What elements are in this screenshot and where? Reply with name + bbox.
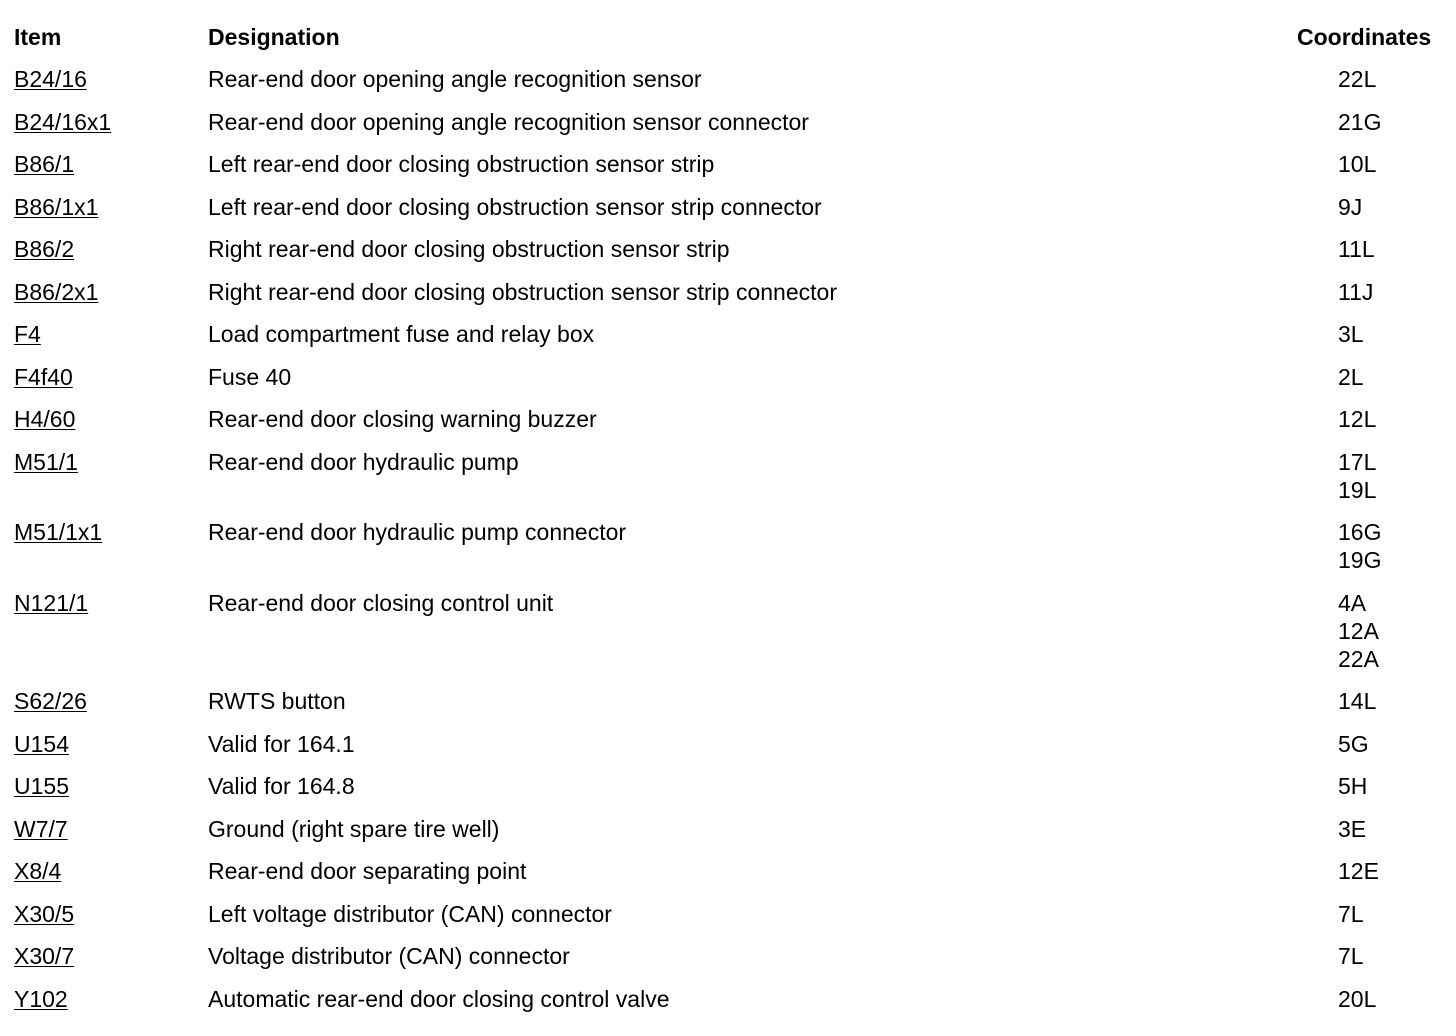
coordinate-value: 4A (1338, 589, 1367, 616)
item-cell (14, 448, 78, 476)
coordinate-value: 3E (1338, 815, 1367, 842)
coordinate-value: 16G (1338, 519, 1382, 545)
coordinate-value: 7L (1338, 900, 1364, 927)
item-cell (14, 193, 98, 221)
coordinate-value: 21G (1338, 108, 1382, 135)
designation-cell: Left rear-end door closing obstruction sensor strip connector (208, 193, 822, 220)
coordinate-value: 5G (1338, 730, 1369, 757)
item-link[interactable]: S62/26 (14, 688, 87, 714)
coordinate-value: 12L (1338, 406, 1377, 432)
coordinate-value: 10L (1338, 151, 1377, 177)
designation-cell: Load compartment fuse and relay box (208, 321, 595, 347)
coordinate-value: 19L (1338, 476, 1377, 503)
item-cell (14, 730, 69, 758)
coordinate-value: 22L (1338, 66, 1377, 92)
item-link[interactable]: H4/60 (14, 406, 76, 432)
item-cell (14, 518, 102, 546)
coordinate-value: 11L (1338, 236, 1375, 262)
coordinates-cell (1338, 405, 1376, 433)
coordinate-value: 22A (1338, 645, 1379, 672)
item-link[interactable]: W7/7 (14, 815, 68, 842)
designation-cell: Rear-end door closing warning buzzer (208, 406, 597, 432)
item-link[interactable]: B24/16 (14, 66, 87, 92)
coordinate-value: 19G (1338, 547, 1382, 573)
designation-cell: Rear-end door closing control unit (208, 589, 554, 616)
coordinate-value: 5H (1338, 773, 1368, 799)
item-cell (14, 687, 87, 715)
coordinate-value: 14L (1338, 688, 1377, 714)
header-item: Item (14, 24, 62, 50)
item-link[interactable]: U154 (14, 730, 69, 757)
coordinates-cell (1338, 589, 1379, 673)
coordinates-cell (1338, 942, 1364, 970)
designation-cell: Rear-end door opening angle recognition sensor (208, 66, 702, 92)
designation-cell: Left rear-end door closing obstruction sensor strip (208, 151, 715, 177)
item-link[interactable]: F4f40 (14, 363, 73, 390)
item-cell (14, 815, 68, 843)
coordinates-cell (1338, 193, 1362, 221)
coordinate-value: 3L (1338, 321, 1364, 347)
item-cell (14, 65, 87, 93)
item-link[interactable]: X8/4 (14, 858, 62, 884)
item-cell (14, 985, 68, 1013)
coordinate-value: 11J (1338, 278, 1374, 305)
item-link[interactable]: B86/1x1 (14, 193, 99, 220)
item-cell (14, 772, 69, 800)
item-link[interactable]: B24/16x1 (14, 108, 112, 135)
coordinates-cell (1338, 815, 1366, 843)
coordinates-cell (1338, 857, 1379, 885)
item-link[interactable]: B86/2 (14, 236, 75, 262)
coordinates-cell (1338, 518, 1381, 574)
item-cell (14, 900, 74, 928)
designation-cell: Rear-end door hydraulic pump connector (208, 519, 627, 545)
coordinate-value: 7L (1338, 943, 1364, 969)
coordinate-value: 12A (1338, 617, 1379, 644)
designation-cell: Automatic rear-end door closing control valve (208, 985, 670, 1012)
item-cell (14, 278, 98, 306)
designation-cell: Valid for 164.1 (208, 730, 355, 757)
item-link[interactable]: X30/5 (14, 900, 75, 927)
coordinates-cell (1338, 65, 1376, 93)
designation-cell: RWTS button (208, 688, 346, 714)
item-link[interactable]: X30/7 (14, 943, 75, 969)
coordinates-cell (1338, 278, 1373, 306)
coordinates-cell (1338, 320, 1364, 348)
item-link[interactable]: Y102 (14, 985, 68, 1012)
item-link[interactable]: M51/1x1 (14, 519, 103, 545)
designation-cell: Right rear-end door closing obstruction sensor strip connector (208, 278, 837, 305)
designation-cell: Rear-end door separating point (208, 858, 527, 884)
designation-cell: Voltage distributor (CAN) connector (208, 943, 570, 969)
coordinates-cell (1338, 730, 1369, 758)
designation-cell: Ground (right spare tire well) (208, 815, 500, 842)
designation-cell: Fuse 40 (208, 363, 292, 390)
designation-cell: Left voltage distributor (CAN) connector (208, 900, 612, 927)
designation-cell: Rear-end door hydraulic pump (208, 448, 519, 475)
item-cell (14, 405, 75, 433)
item-link[interactable]: B86/1 (14, 151, 75, 177)
item-link[interactable]: M51/1 (14, 448, 78, 475)
header-coordinates: Coordinates (1297, 24, 1432, 50)
coordinate-value: 12E (1338, 858, 1379, 884)
coordinate-value: 20L (1338, 985, 1377, 1012)
coordinates-cell (1338, 687, 1376, 715)
coordinate-value: 2L (1338, 363, 1364, 390)
coordinates-cell (1338, 772, 1367, 800)
designation-cell: Valid for 164.8 (208, 773, 355, 799)
item-link[interactable]: B86/2x1 (14, 278, 99, 305)
item-cell (14, 363, 73, 391)
coordinates-cell (1338, 363, 1364, 391)
item-link[interactable]: F4 (14, 321, 41, 347)
item-link[interactable]: N121/1 (14, 589, 89, 616)
item-cell (14, 150, 74, 178)
coordinates-cell (1338, 900, 1364, 928)
item-cell (14, 857, 61, 885)
header-designation: Designation (208, 24, 340, 50)
coordinates-cell (1338, 150, 1376, 178)
item-cell (14, 589, 88, 617)
item-cell (14, 942, 74, 970)
coordinates-cell (1338, 448, 1376, 504)
item-link[interactable]: U155 (14, 773, 69, 799)
item-cell (14, 108, 111, 136)
coordinate-value: 9J (1338, 193, 1363, 220)
coordinates-cell (1338, 235, 1375, 263)
item-cell (14, 320, 41, 348)
designation-cell: Rear-end door opening angle recognition sensor connector (208, 108, 809, 135)
coordinate-value: 17L (1338, 448, 1377, 475)
coordinates-cell (1338, 985, 1376, 1013)
item-cell (14, 235, 74, 263)
designation-cell: Right rear-end door closing obstruction sensor strip (208, 236, 730, 262)
coordinates-cell (1338, 108, 1381, 136)
